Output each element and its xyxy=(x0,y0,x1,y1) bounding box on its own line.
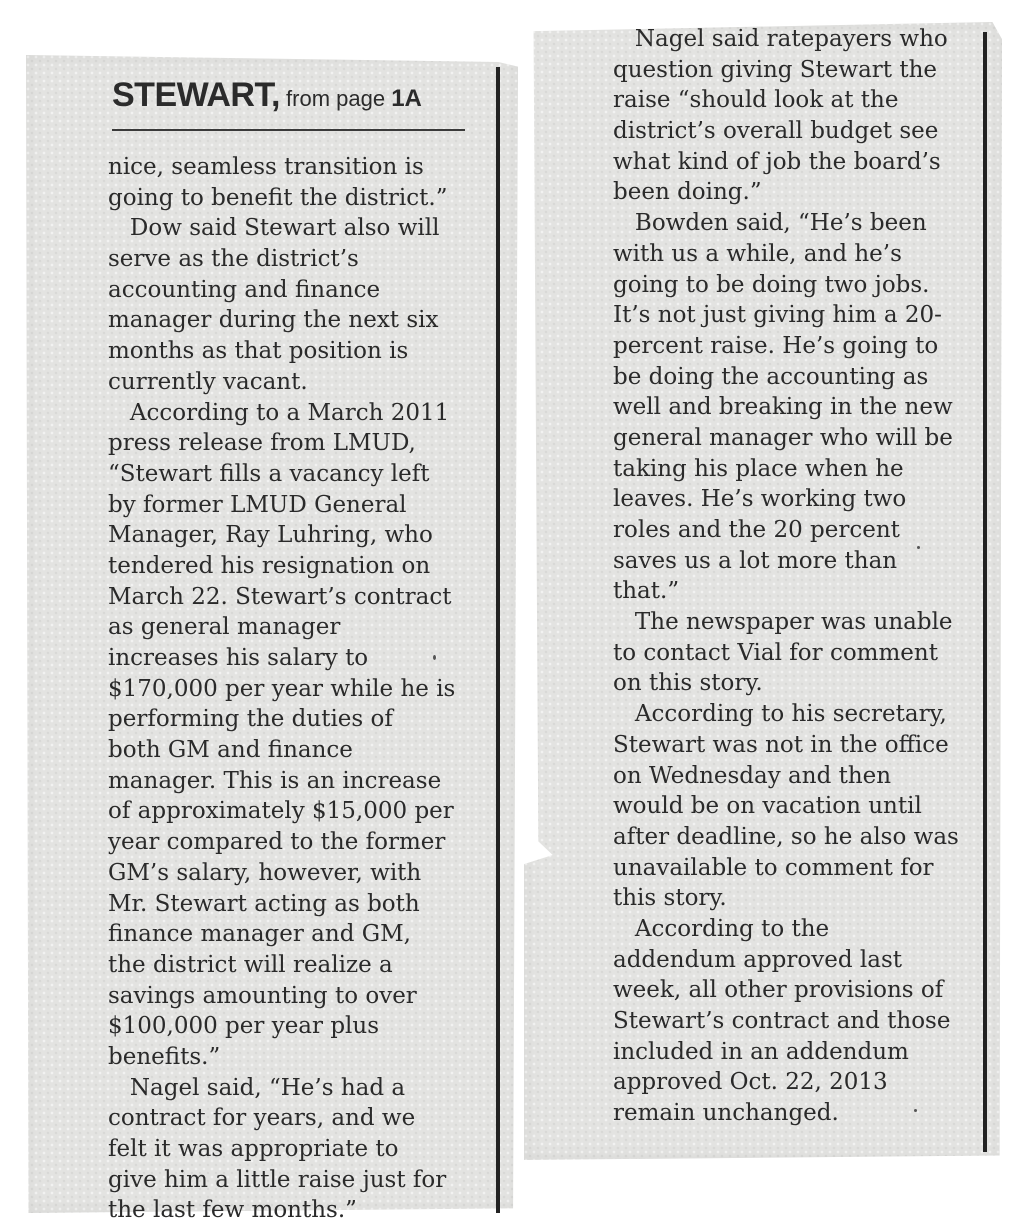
text-line: that.” xyxy=(613,578,680,605)
text-line: taking his place when he xyxy=(613,455,904,482)
article-slug: STEWART xyxy=(112,76,271,114)
text-line: It’s not just giving him a 20- xyxy=(613,302,942,329)
text-line: district’s overall budget see xyxy=(613,118,939,145)
text-line: going to benefit the district.” xyxy=(108,184,448,211)
text-line: be doing the accounting as xyxy=(613,363,929,390)
text-line: week, all other provisions of xyxy=(613,977,944,1004)
text-line: Mr. Stewart acting as both xyxy=(108,890,420,917)
text-line: $100,000 per year plus xyxy=(108,1013,380,1040)
text-line: According to the xyxy=(613,915,830,942)
text-line: accounting and finance xyxy=(108,276,381,303)
text-line: this story. xyxy=(613,885,727,912)
text-line: give him a little raise just for xyxy=(108,1166,447,1193)
right-column-text xyxy=(613,24,959,1129)
text-line: Stewart’s contract and those xyxy=(613,1008,951,1034)
heading-rule xyxy=(112,129,465,131)
text-line: after deadline, so he also was xyxy=(613,823,959,850)
text-line: serve as the district’s xyxy=(108,246,359,273)
text-line: on this story. xyxy=(613,670,763,697)
text-line: GM’s salary, however, with xyxy=(108,859,422,886)
text-line: increases his salary to xyxy=(108,645,369,671)
text-line: included in an addendum xyxy=(613,1038,909,1065)
page-reference: 1A xyxy=(391,85,422,112)
text-line: benefits.” xyxy=(108,1043,221,1070)
text-line: what kind of job the board’s xyxy=(613,148,941,175)
text-line: performing the duties of xyxy=(108,706,393,733)
print-speck xyxy=(433,655,436,660)
text-line: the district will realize a xyxy=(108,951,393,978)
text-line: roles and the 20 percent xyxy=(613,517,900,543)
text-line: remain unchanged. xyxy=(613,1100,839,1127)
print-speck xyxy=(917,546,920,549)
text-line: to contact Vial for comment xyxy=(613,639,938,666)
text-line: nice, seamless transition is xyxy=(108,154,424,180)
text-line: Bowden said, “He’s been xyxy=(613,210,927,237)
text-line: approved Oct. 22, 2013 xyxy=(613,1069,888,1096)
text-line: According to his secretary, xyxy=(613,701,947,728)
text-line: going to be doing two jobs. xyxy=(613,271,930,298)
text-line: would be on vacation until xyxy=(613,793,922,820)
text-line: Stewart was not in the office xyxy=(613,731,949,758)
text-line: the last few months.” xyxy=(108,1197,357,1224)
text-line: been doing.” xyxy=(613,179,762,206)
text-line: question giving Stewart the xyxy=(613,56,938,83)
text-line: leaves. He’s working two xyxy=(613,486,907,513)
text-line: unavailable to comment for xyxy=(613,854,934,881)
text-line: According to a March 2011 xyxy=(108,399,450,426)
text-line: “Stewart fills a vacancy left xyxy=(108,460,430,487)
text-line: months as that position is xyxy=(108,338,409,365)
text-line: saves us a lot more than xyxy=(613,547,898,574)
text-line: addendum approved last xyxy=(613,946,902,973)
text-line: as general manager xyxy=(108,614,341,641)
slug-comma: , xyxy=(270,76,280,114)
text-line: savings amounting to over xyxy=(108,982,417,1009)
continued-from-label: from page xyxy=(279,86,392,111)
text-line: year compared to the former xyxy=(108,829,446,856)
text-line: well and breaking in the new xyxy=(613,394,953,421)
text-line: March 22. Stewart’s contract xyxy=(108,583,452,610)
text-line: by former LMUD General xyxy=(108,491,407,518)
text-line: manager. This is an increase xyxy=(108,767,442,794)
text-line: both GM and finance xyxy=(108,737,353,764)
text-line: The newspaper was unable xyxy=(613,609,953,636)
left-column-text xyxy=(108,152,455,1226)
left-column-rule xyxy=(496,67,500,1213)
right-column-rule xyxy=(983,32,987,1152)
text-line: raise “should look at the xyxy=(613,87,899,114)
text-line: felt it was appropriate to xyxy=(108,1136,399,1162)
text-line: Dow said Stewart also will xyxy=(108,215,440,242)
text-line: Manager, Ray Luhring, who xyxy=(108,522,433,549)
text-line: press release from LMUD, xyxy=(108,430,416,457)
text-line: percent raise. He’s going to xyxy=(613,332,939,359)
text-line: of approximately $15,000 per xyxy=(108,798,454,825)
text-line: $170,000 per year while he is xyxy=(108,675,456,702)
text-line: with us a while, and he’s xyxy=(613,240,902,267)
text-line: contract for years, and we xyxy=(108,1105,416,1132)
text-line: on Wednesday and then xyxy=(613,762,892,789)
text-line: currently vacant. xyxy=(108,368,308,395)
text-line: finance manager and GM, xyxy=(108,921,411,948)
text-line: Nagel said ratepayers who xyxy=(613,26,948,52)
continuation-heading xyxy=(112,76,422,115)
print-speck xyxy=(914,1109,917,1112)
text-line: general manager who will be xyxy=(613,424,953,451)
text-line: tendered his resignation on xyxy=(108,552,431,579)
text-line: manager during the next six xyxy=(108,307,439,334)
text-line: Nagel said, “He’s had a xyxy=(108,1074,406,1101)
